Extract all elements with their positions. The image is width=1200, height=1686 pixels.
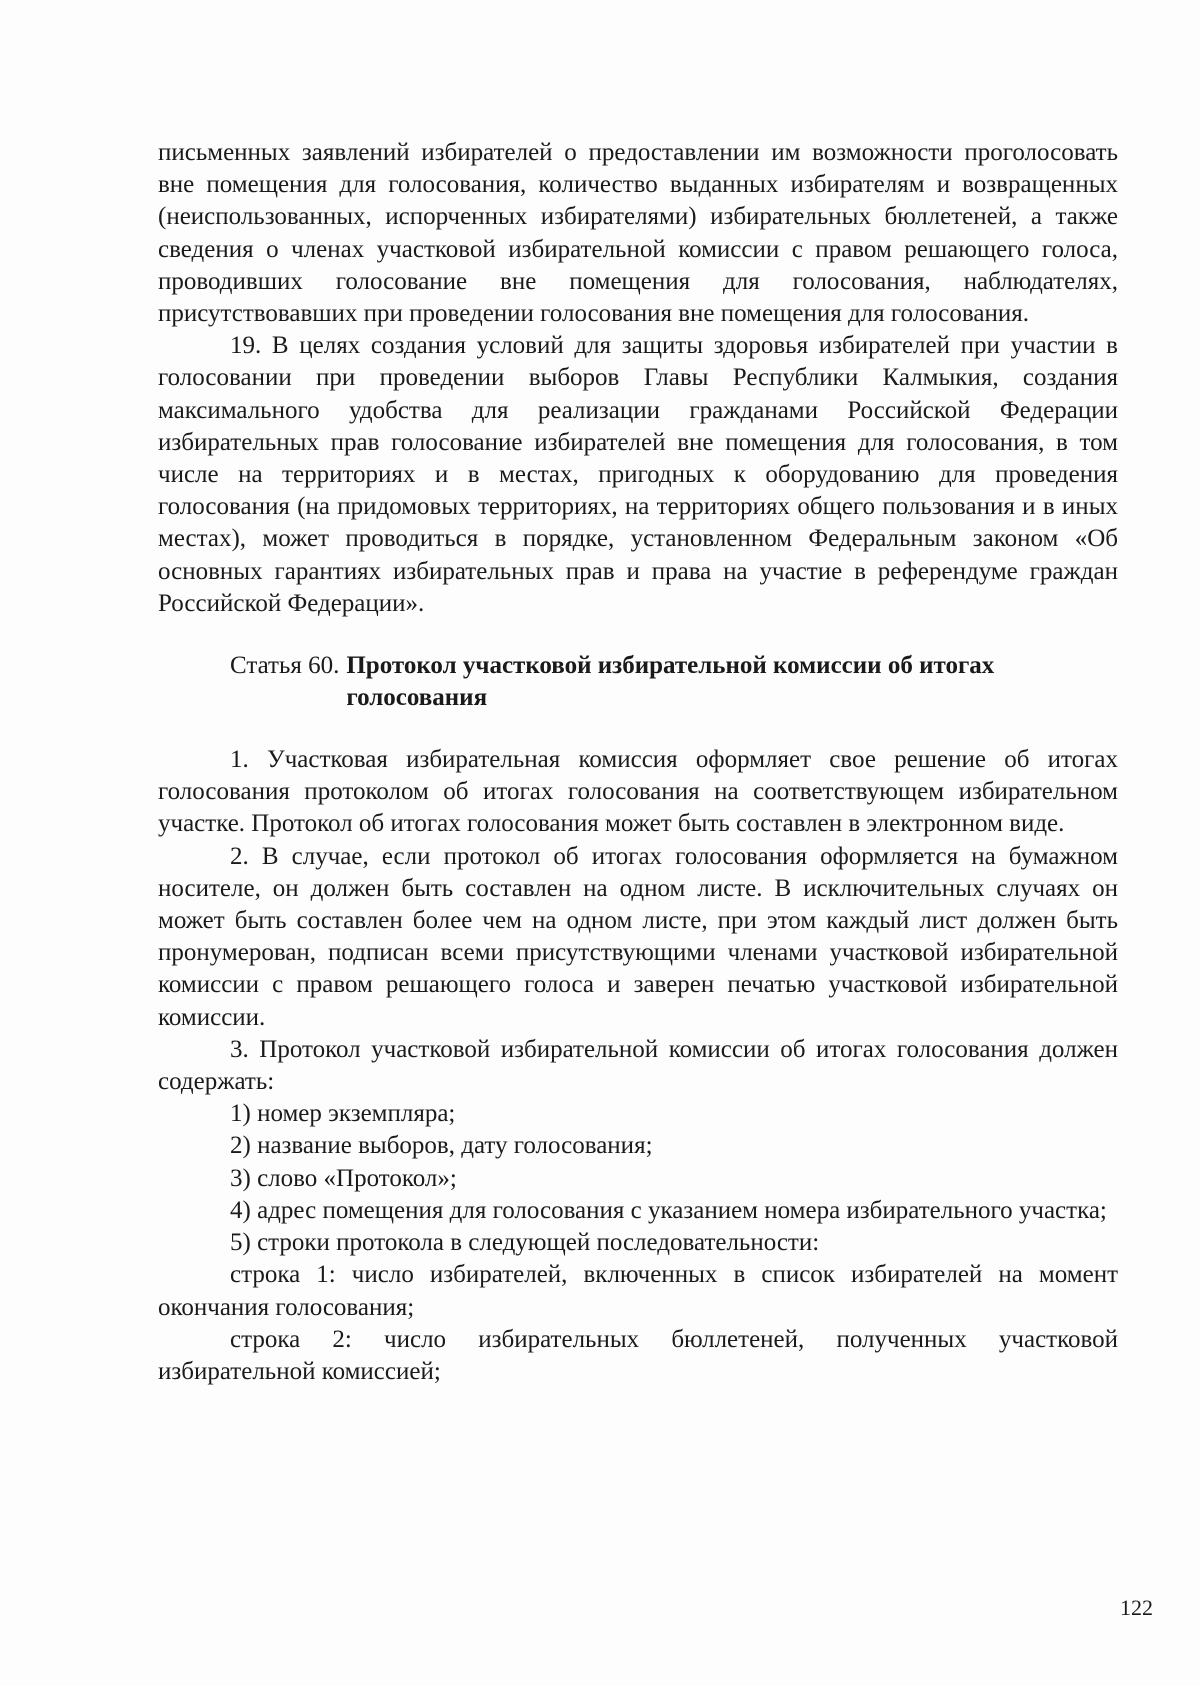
list-item: 3) слово «Протокол»; [230, 1164, 457, 1192]
spacer [158, 714, 1118, 744]
list-item: строка 2: число избирательных бюллетеней, полученных участковой избирательной комиссией; [158, 1325, 1118, 1385]
list-item: 2) название выборов, дату голосования; [230, 1132, 653, 1160]
paragraph: 2. В случае, если протокол об итогах голосования оформляется на бумажном носителе, он должен быть составлен на одном листе. В исключительных случаях он может быть составлен более чем на одном листе, при этом каждый лист должен быть пронумерован, подписан всеми присутствующими членами участковой избирательной комиссии с правом решающего голоса и заверен печатью участковой избирательной комиссии. [158, 842, 1118, 1031]
list-item: 4) адрес помещения для голосования с указанием номера избирательного участка; [230, 1196, 1107, 1224]
paragraph: 19. В целях создания условий для защиты здоровья избирателей при участии в голосовании при проведении выборов Главы Республики Калмыкия, создания максимального удобства для реализации гражданами Российской Федерации избирательных прав голосование избирателей вне помещения для голосования, в том числе на территориях и в местах, пригодных к оборудованию для проведения голосования (на придомовых территориях, на территориях общего пользования и в иных местах), может проводиться в порядке, установленном Федеральным законом «Об основных гарантиях избирательных прав и права на участие в референдуме граждан Российской Федерации». [158, 332, 1118, 617]
article-title: Протокол участковой избирательной комиссии об итогах голосования [346, 652, 995, 712]
list-item: 5) строки протокола в следующей последовательности: [230, 1229, 820, 1257]
paragraph: 1. Участковая избирательная комиссия оформляет свое решение об итогах голосования протоколом об итогах голосования на соответствующем избирательном участке. Протокол об итогах голосования может быть составлен в электронном виде. [158, 746, 1118, 838]
page-number: 122 [1120, 1595, 1153, 1620]
paragraph: 3. Протокол участковой избирательной комиссии об итогах голосования должен содержать: [158, 1035, 1118, 1096]
list-item: 1) номер экземпляра; [230, 1100, 456, 1128]
paragraph: письменных заявлений избирателей о предоставлении им возможности проголосовать вне помещения для голосования, количество выданных избирателям и возвращенных (неиспользованных, испорченных избирателями) избирательных бюллетеней, а также сведения о членах участковой избирательной комиссии с правом решающего голоса, проводивших голосование вне помещения для голосования, наблюдателях, присутствовавших при проведении голосования вне помещения для голосования. [158, 139, 1118, 328]
list-item: строка 1: число избирателей, включенных в список избирателей на момент окончания голосования; [158, 1261, 1118, 1321]
document-body [158, 137, 1118, 1388]
article-label: Статья 60. [230, 652, 340, 680]
article-heading [230, 650, 1118, 714]
spacer [158, 620, 1118, 650]
